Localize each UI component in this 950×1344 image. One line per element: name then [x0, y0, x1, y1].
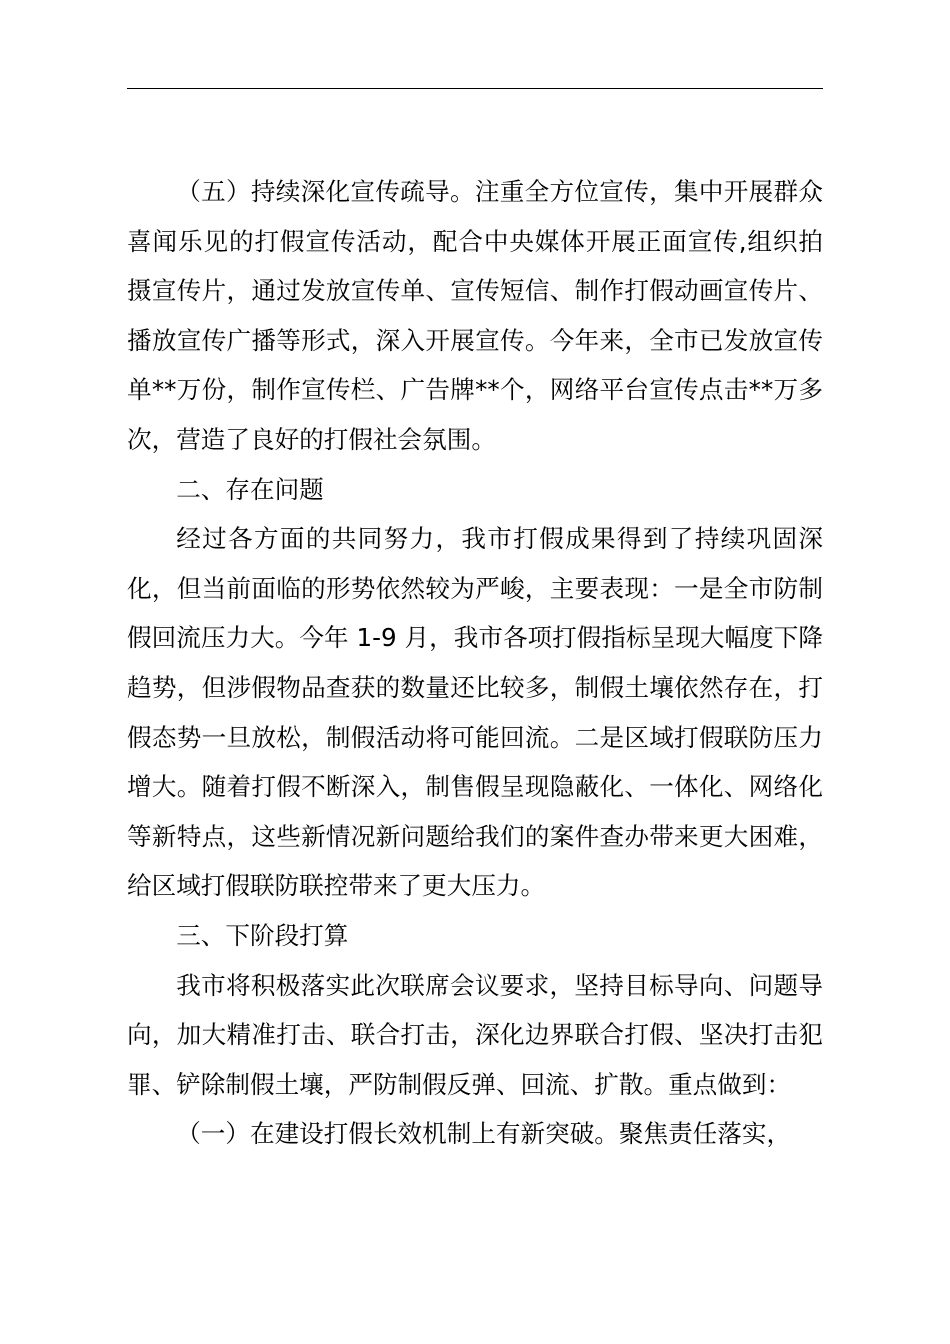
paragraph-next-steps: 我市将积极落实此次联席会议要求，坚持目标导向、问题导向，加大精准打击、联合打击，深化边界联合打假、坚决打击犯罪、铲除制假土壤，严防制假反弹、回流、扩散。重点做到： [127, 970, 823, 1099]
section-heading-problems: 二、存在问题 [176, 474, 324, 504]
paragraph-publicity: （五）持续深化宣传疏导。注重全方位宣传，集中开展群众喜闻乐见的打假宣传活动，配合中央媒体开展正面宣传,组织拍摄宣传片，通过发放宣传单、宣传短信、制作打假动画宣传片、播放宣传广播等形式，深入开展宣传。今年来，全市已发放宣传单**万份，制作宣传栏、广告牌**个，网络平台宣传点击**万多次，营造了良好的打假社会氛围。 [127, 177, 823, 454]
document-body [127, 167, 823, 1159]
paragraph-problems: 经过各方面的共同努力，我市打假成果得到了持续巩固深化，但当前面临的形势依然较为严峻，主要表现：一是全市防制假回流压力大。今年 1-9 月，我市各项打假指标呈现大幅度下降趋势，但涉假物品查获的数量还比较多，制假土壤依然存在，打假态势一旦放松，制假活动将可能回流。二是区域打假联防压力增大。随着打假不断深入，制售假呈现隐蔽化、一体化、网络化等新特点，这些新情况新问题给我们的案件查办带来更大困难，给区域打假联防联控带来了更大压力。 [127, 524, 823, 901]
section-heading-next-steps: 三、下阶段打算 [176, 920, 349, 950]
paragraph-mechanism: （一）在建设打假长效机制上有新突破。聚焦责任落实， [176, 1119, 792, 1149]
header-rule [127, 88, 823, 89]
